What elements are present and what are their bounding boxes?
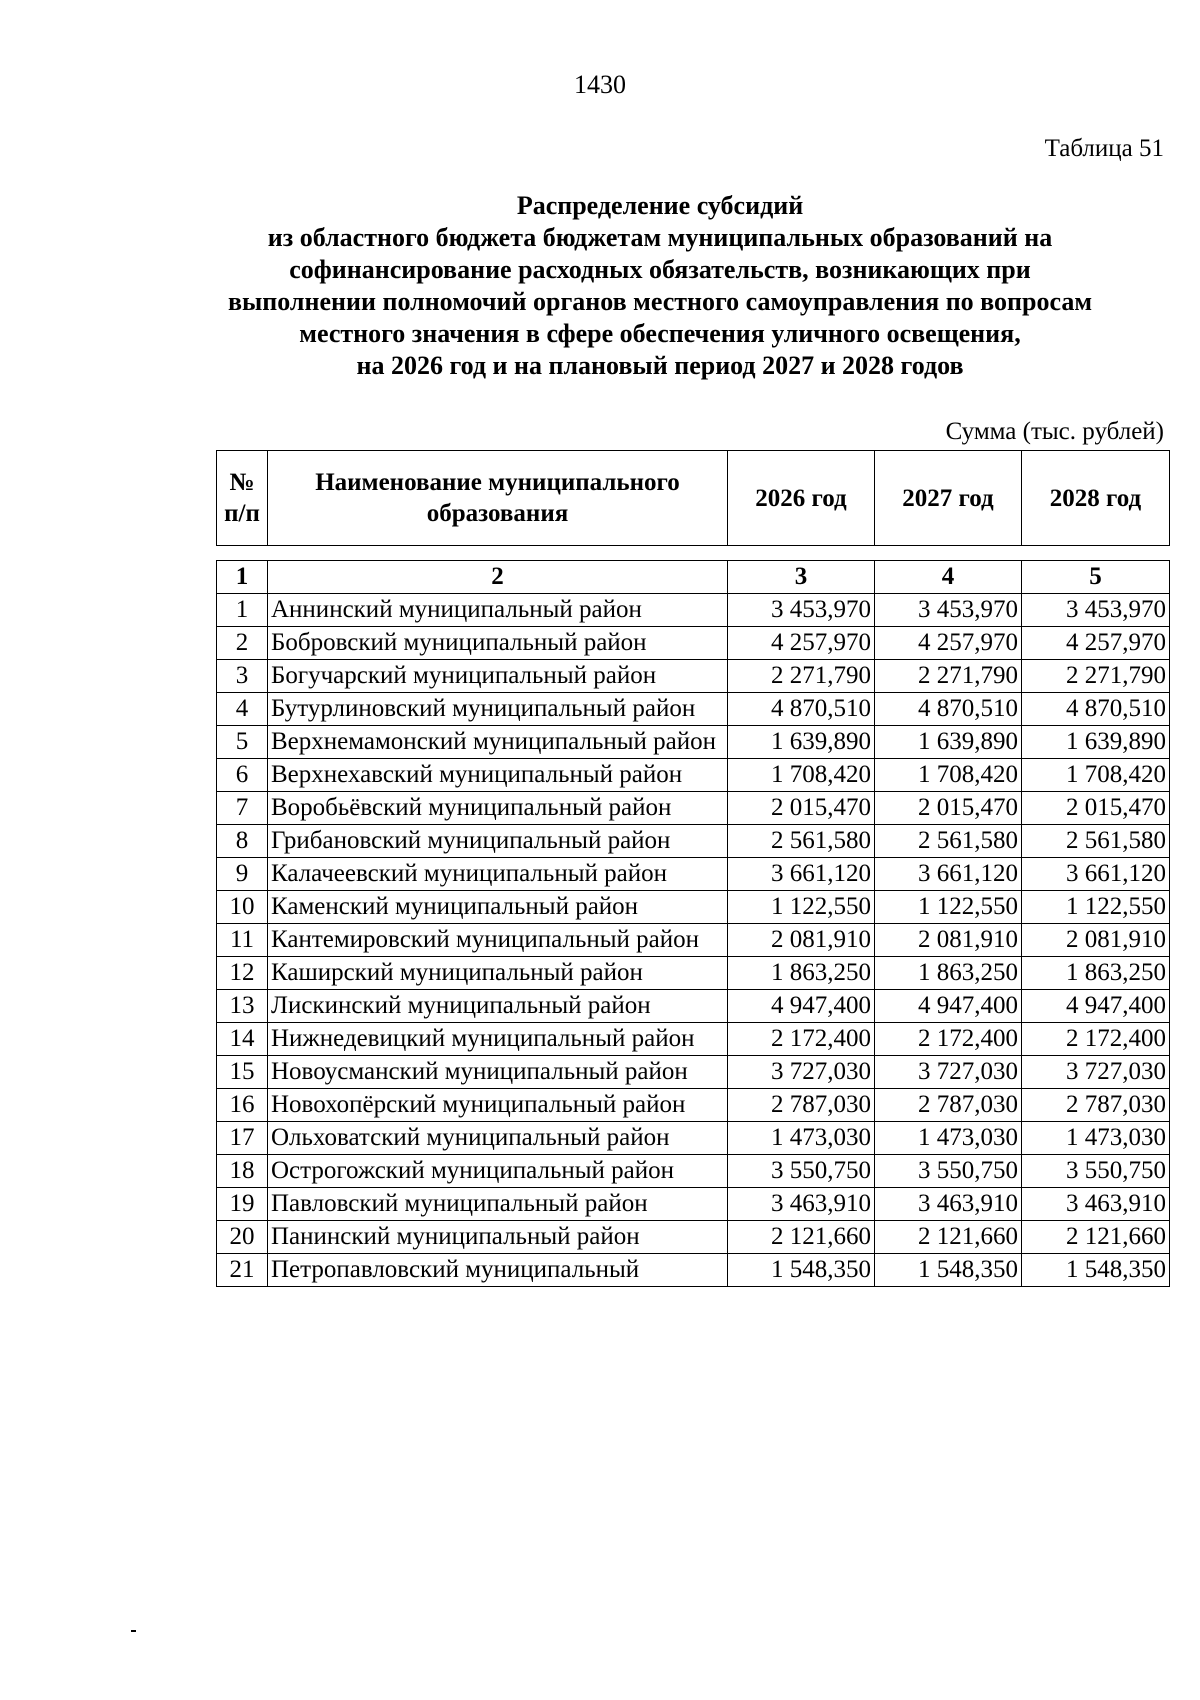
value-2026: 1 122,550 xyxy=(728,891,875,924)
value-2027: 4 870,510 xyxy=(875,693,1022,726)
value-2027: 1 122,550 xyxy=(875,891,1022,924)
header-name: Наименование муниципального образования xyxy=(268,451,728,546)
value-2028: 2 787,030 xyxy=(1022,1089,1170,1122)
row-number: 16 xyxy=(217,1089,268,1122)
value-2028: 1 473,030 xyxy=(1022,1122,1170,1155)
row-number: 17 xyxy=(217,1122,268,1155)
header-row xyxy=(217,451,1170,546)
table-row xyxy=(217,792,1170,825)
page-number: 1430 xyxy=(574,70,626,99)
header-table xyxy=(216,450,1170,546)
table-row xyxy=(217,660,1170,693)
row-number: 13 xyxy=(217,990,268,1023)
value-2028: 2 081,910 xyxy=(1022,924,1170,957)
row-name: Верхнехавский муниципальный район xyxy=(268,759,728,792)
value-2027: 2 787,030 xyxy=(875,1089,1022,1122)
row-number: 1 xyxy=(217,594,268,627)
row-number: 5 xyxy=(217,726,268,759)
table-row xyxy=(217,1122,1170,1155)
value-2027: 1 473,030 xyxy=(875,1122,1022,1155)
title-line: на 2026 год и на плановый период 2027 и 2028 годов xyxy=(356,351,964,380)
row-name: Лискинский муниципальный район xyxy=(268,990,728,1023)
table-row xyxy=(217,924,1170,957)
value-2028: 2 561,580 xyxy=(1022,825,1170,858)
row-name: Грибановский муниципальный район xyxy=(268,825,728,858)
row-number: 15 xyxy=(217,1056,268,1089)
row-name: Петропавловский муниципальный xyxy=(268,1254,728,1287)
value-2027: 1 708,420 xyxy=(875,759,1022,792)
row-number: 20 xyxy=(217,1221,268,1254)
row-name: Воробьёвский муниципальный район xyxy=(268,792,728,825)
row-name: Богучарский муниципальный район xyxy=(268,660,728,693)
value-2027: 3 463,910 xyxy=(875,1188,1022,1221)
value-2026: 3 727,030 xyxy=(728,1056,875,1089)
row-number: 6 xyxy=(217,759,268,792)
table-row xyxy=(217,726,1170,759)
data-table xyxy=(216,560,1170,1287)
table-row xyxy=(217,1056,1170,1089)
row-name: Нижнедевицкий муниципальный район xyxy=(268,1023,728,1056)
value-2026: 2 561,580 xyxy=(728,825,875,858)
value-2026: 2 787,030 xyxy=(728,1089,875,1122)
row-number: 2 xyxy=(217,627,268,660)
header-2027: 2027 год xyxy=(875,451,1022,546)
row-number: 19 xyxy=(217,1188,268,1221)
value-2026: 4 870,510 xyxy=(728,693,875,726)
row-name: Павловский муниципальный район xyxy=(268,1188,728,1221)
value-2026: 1 548,350 xyxy=(728,1254,875,1287)
value-2026: 3 661,120 xyxy=(728,858,875,891)
value-2027: 1 639,890 xyxy=(875,726,1022,759)
units-label: Сумма (тыс. рублей) xyxy=(945,418,1164,445)
row-number: 18 xyxy=(217,1155,268,1188)
value-2027: 2 561,580 xyxy=(875,825,1022,858)
value-2026: 3 550,750 xyxy=(728,1155,875,1188)
table-row xyxy=(217,594,1170,627)
table-row xyxy=(217,1089,1170,1122)
header-num: № п/п xyxy=(217,451,268,546)
value-2028: 1 708,420 xyxy=(1022,759,1170,792)
row-name: Каменский муниципальный район xyxy=(268,891,728,924)
table-row xyxy=(217,759,1170,792)
row-number: 10 xyxy=(217,891,268,924)
row-name: Ольховатский муниципальный район xyxy=(268,1122,728,1155)
table-row xyxy=(217,858,1170,891)
title-line: выполнении полномочий органов местного самоуправления по вопросам xyxy=(227,287,1093,316)
value-2028: 2 172,400 xyxy=(1022,1023,1170,1056)
column-number: 3 xyxy=(728,561,875,594)
value-2027: 3 661,120 xyxy=(875,858,1022,891)
value-2026: 1 639,890 xyxy=(728,726,875,759)
row-number: 3 xyxy=(217,660,268,693)
value-2026: 3 463,910 xyxy=(728,1188,875,1221)
value-2026: 2 271,790 xyxy=(728,660,875,693)
value-2027: 2 271,790 xyxy=(875,660,1022,693)
stray-mark xyxy=(131,1630,136,1632)
table-row xyxy=(217,891,1170,924)
row-name: Калачеевский муниципальный район xyxy=(268,858,728,891)
value-2027: 4 257,970 xyxy=(875,627,1022,660)
row-number: 14 xyxy=(217,1023,268,1056)
value-2027: 3 453,970 xyxy=(875,594,1022,627)
row-name: Каширский муниципальный район xyxy=(268,957,728,990)
column-number: 5 xyxy=(1022,561,1170,594)
table-row xyxy=(217,990,1170,1023)
value-2026: 3 453,970 xyxy=(728,594,875,627)
header-2026: 2026 год xyxy=(728,451,875,546)
value-2028: 4 870,510 xyxy=(1022,693,1170,726)
table-row xyxy=(217,1221,1170,1254)
value-2028: 2 121,660 xyxy=(1022,1221,1170,1254)
value-2028: 2 015,470 xyxy=(1022,792,1170,825)
value-2027: 3 727,030 xyxy=(875,1056,1022,1089)
value-2028: 4 947,400 xyxy=(1022,990,1170,1023)
value-2028: 4 257,970 xyxy=(1022,627,1170,660)
value-2028: 3 550,750 xyxy=(1022,1155,1170,1188)
value-2026: 4 947,400 xyxy=(728,990,875,1023)
table-row xyxy=(217,627,1170,660)
value-2028: 3 463,910 xyxy=(1022,1188,1170,1221)
header-2028: 2028 год xyxy=(1022,451,1170,546)
row-name: Кантемировский муниципальный район xyxy=(268,924,728,957)
row-number: 7 xyxy=(217,792,268,825)
column-number: 4 xyxy=(875,561,1022,594)
value-2028: 1 548,350 xyxy=(1022,1254,1170,1287)
row-name: Бутурлиновский муниципальный район xyxy=(268,693,728,726)
value-2027: 2 081,910 xyxy=(875,924,1022,957)
value-2028: 3 453,970 xyxy=(1022,594,1170,627)
value-2028: 3 727,030 xyxy=(1022,1056,1170,1089)
table-label: Таблица 51 xyxy=(1044,135,1164,162)
row-number: 21 xyxy=(217,1254,268,1287)
table-row xyxy=(217,1188,1170,1221)
row-name: Бобровский муниципальный район xyxy=(268,627,728,660)
row-name: Аннинский муниципальный район xyxy=(268,594,728,627)
value-2026: 1 473,030 xyxy=(728,1122,875,1155)
value-2027: 1 548,350 xyxy=(875,1254,1022,1287)
row-number: 11 xyxy=(217,924,268,957)
table-row xyxy=(217,1155,1170,1188)
row-number: 12 xyxy=(217,957,268,990)
value-2028: 3 661,120 xyxy=(1022,858,1170,891)
row-number: 8 xyxy=(217,825,268,858)
value-2028: 1 639,890 xyxy=(1022,726,1170,759)
column-number: 2 xyxy=(268,561,728,594)
table-row xyxy=(217,825,1170,858)
value-2027: 2 121,660 xyxy=(875,1221,1022,1254)
value-2028: 1 122,550 xyxy=(1022,891,1170,924)
value-2026: 1 863,250 xyxy=(728,957,875,990)
row-name: Панинский муниципальный район xyxy=(268,1221,728,1254)
value-2027: 4 947,400 xyxy=(875,990,1022,1023)
table-title xyxy=(150,190,1170,382)
value-2027: 2 172,400 xyxy=(875,1023,1022,1056)
table-row xyxy=(217,693,1170,726)
row-number: 9 xyxy=(217,858,268,891)
value-2026: 2 015,470 xyxy=(728,792,875,825)
row-name: Новохопёрский муниципальный район xyxy=(268,1089,728,1122)
value-2026: 2 121,660 xyxy=(728,1221,875,1254)
value-2026: 2 081,910 xyxy=(728,924,875,957)
title-line: Распределение субсидий xyxy=(516,191,804,220)
table-row xyxy=(217,1254,1170,1287)
value-2026: 2 172,400 xyxy=(728,1023,875,1056)
table-row xyxy=(217,957,1170,990)
value-2027: 2 015,470 xyxy=(875,792,1022,825)
value-2026: 4 257,970 xyxy=(728,627,875,660)
value-2028: 2 271,790 xyxy=(1022,660,1170,693)
table-row xyxy=(217,1023,1170,1056)
title-line: софинансирование расходных обязательств, возникающих при xyxy=(289,255,1031,284)
row-name: Верхнемамонский муниципальный район xyxy=(268,726,728,759)
title-line: из областного бюджета бюджетам муниципальных образований на xyxy=(267,223,1053,252)
value-2027: 3 550,750 xyxy=(875,1155,1022,1188)
value-2027: 1 863,250 xyxy=(875,957,1022,990)
row-name: Острогожский муниципальный район xyxy=(268,1155,728,1188)
value-2028: 1 863,250 xyxy=(1022,957,1170,990)
column-numbers-row xyxy=(217,561,1170,594)
value-2026: 1 708,420 xyxy=(728,759,875,792)
column-number: 1 xyxy=(217,561,268,594)
row-name: Новоусманский муниципальный район xyxy=(268,1056,728,1089)
row-number: 4 xyxy=(217,693,268,726)
title-line: местного значения в сфере обеспечения уличного освещения, xyxy=(299,319,1021,348)
